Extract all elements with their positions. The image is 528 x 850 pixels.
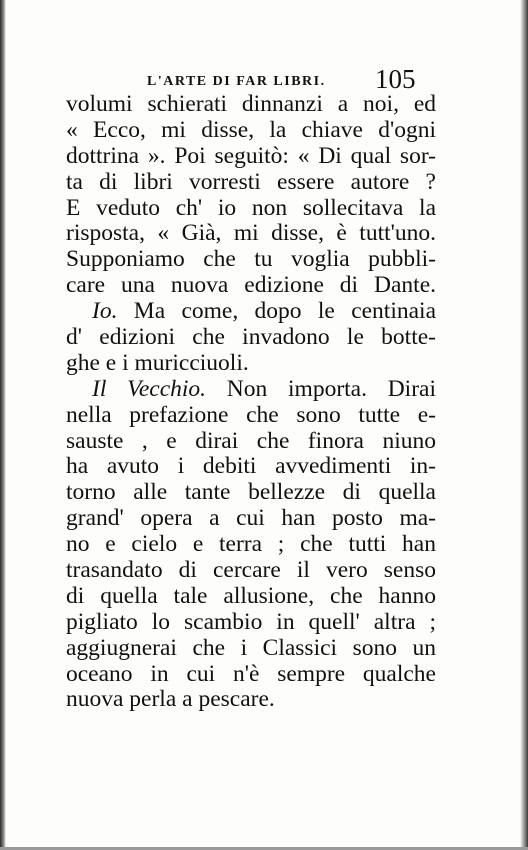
page-number: 105 <box>375 64 416 94</box>
text-line: care una nuova edizione di Dante. <box>66 272 436 299</box>
text-line: ha avuto i debiti avvedimenti in- <box>66 453 436 480</box>
text-line: dottrina ». Poi seguitò: « Di qual sor- <box>66 142 436 169</box>
text-line: E veduto ch' io non sollecitava la <box>66 194 436 221</box>
text-line: risposta, « Già, mi disse, è tutt'uno. <box>66 220 436 247</box>
text-line: pigliato lo scambio in quell' altra ; <box>66 608 436 635</box>
speaker-il-vecchio: Il Vecchio. <box>92 375 207 402</box>
text-line: torno alle tante bellezze di quella <box>66 479 436 506</box>
text-line <box>66 299 436 325</box>
text-line: no e cielo e terra ; che tutti han <box>66 531 436 558</box>
page-right-edge <box>520 0 528 850</box>
text-line: nella prefazione che sono tutte e- <box>66 401 436 428</box>
text-line-content: Non importa. Dirai <box>226 375 436 402</box>
text-line: trasandato di cercare il vero senso <box>66 557 436 584</box>
text-line: sauste , e dirai che finora niuno <box>66 427 436 454</box>
running-head <box>0 62 430 92</box>
text-line: oceano in cui n'è sempre qualche <box>66 660 436 687</box>
running-head-title: L'ARTE DI FAR LIBRI. <box>147 74 326 89</box>
text-line: aggiugnerai che i Classici sono un <box>66 634 436 661</box>
text-line: volumi schierati dinnanzi a noi, ed <box>66 91 436 117</box>
body-text <box>66 92 436 713</box>
page-left-edge <box>0 0 6 850</box>
text-line: d' edizioni che invadono le botte- <box>66 324 436 351</box>
text-line: ghe e i muricciuoli. <box>66 349 249 376</box>
text-line: nuova perla a pescare. <box>66 686 275 713</box>
text-line <box>66 377 436 403</box>
text-line: Supponiamo che tu voglia pubbli- <box>66 246 436 273</box>
text-line: di quella tale allusione, che hanno <box>66 582 436 609</box>
text-line: ta di libri vorresti essere autore ? <box>66 168 436 195</box>
text-line: « Ecco, mi disse, la chiave d'ogni <box>66 116 436 143</box>
text-line: grand' opera a cui han posto ma- <box>66 505 436 532</box>
text-line-content: Ma come, dopo le centinaia <box>133 298 437 325</box>
speaker-io: Io. <box>92 298 118 325</box>
